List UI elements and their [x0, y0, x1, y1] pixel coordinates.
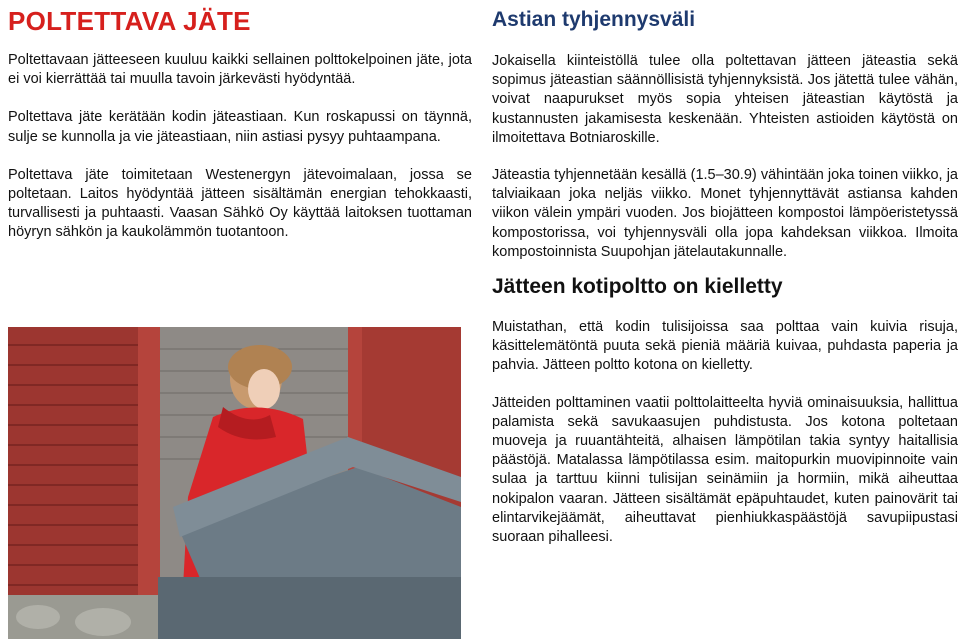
energy-paragraph: Poltettava jäte toimitetaan Westenergyn jätevoimalaan, jossa se poltetaan. Laitos hyödyntää jätteen sisältämän energian tehokkaasti, turvallisesti ja puhtaasti. Vaasan Sähkö Oy käyttää laitoksen tuottaman höyryn sähkön ja kaukolämmön tuotantoon.	[8, 166, 472, 241]
home-burning-paragraph-2: Jätteiden polttaminen vaatii polttolaitteelta hyviä ominaisuuksia, hallittua palamista sekä savukaasujen puhdistusta. Jos kotona poltetaan muoveja ja ruuantähteitä, alhaisen lämpötilan takia syntyy haitallisia päästöjä. Matalassa lämpötilassa esim. maitopurkin muovipinnoite vain sulaa ja tarttuu kiinni tulisijan seinämiin ja hormiin, mikä aiheuttaa nokipalon vaaran. Jätteen sisältämät epäpuhtaudet, kuten painovärit tai elintarvikejäämät, aiheuttavat pienhiukkaspäästöjä savupiipustasi suoraan pihalleesi.	[492, 394, 958, 546]
home-burning-heading: Jätteen kotipoltto on kielletty	[492, 275, 783, 299]
page-title: POLTETTAVA JÄTE	[8, 6, 251, 36]
intro-paragraph: Poltettavaan jätteeseen kuuluu kaikki sellainen polttokelpoinen jäte, jota ei voi kierrättää tai muulla tavoin järkevästi hyödyntää.	[8, 52, 472, 88]
emptying-paragraph-2: Jäteastia tyhjennetään kesällä (1.5–30.9) vähintään joka toinen viikko, ja talviaikaan joka neljäs viikko. Monet tyhjennyttävät astiansa kahden viikon välein ympäri vuoden. Jos biojätteen kompostoi lämpöeristetyssä kompostorissa, voi tyhjennysväli olla jopa kahdeksan viikkoa. Ilmoita kompostoinnista Suupohjan jätelautakunnalle.	[492, 167, 958, 260]
emptying-paragraph-1: Jokaisella kiinteistöllä tulee olla poltettavan jätteen jäteastia sekä sopimus jäteastian säännöllisistä tyhjennyksistä. Jos jätettä tulee vähän, voivat naapurukset myös sopia yhteisen jäteastian käytöstä ja kustannusten jakamisesta keskenään. Yhteisten astioiden käytöstä on ilmoitettava Botniaroskille.	[492, 53, 958, 146]
collection-paragraph: Poltettava jäte kerätään kodin jäteastiaan. Kun roskapussi on täynnä, sulje se kunnolla ja vie jäteastiaan, niin astiasi pysyy puhtaampana.	[8, 109, 472, 145]
home-burning-paragraph-1: Muistathan, että kodin tulisijoissa saa polttaa vain kuivia risuja, käsittelemätöntä puuta sekä pieniä määriä kuivaa, puhdasta paperia ja pahvia. Jätteen poltto kotona on kielletty.	[492, 319, 958, 374]
waste-bin-photo	[8, 327, 461, 639]
left-column	[8, 0, 472, 243]
right-column	[492, 0, 958, 547]
emptying-interval-heading: Astian tyhjennysväli	[492, 8, 696, 31]
